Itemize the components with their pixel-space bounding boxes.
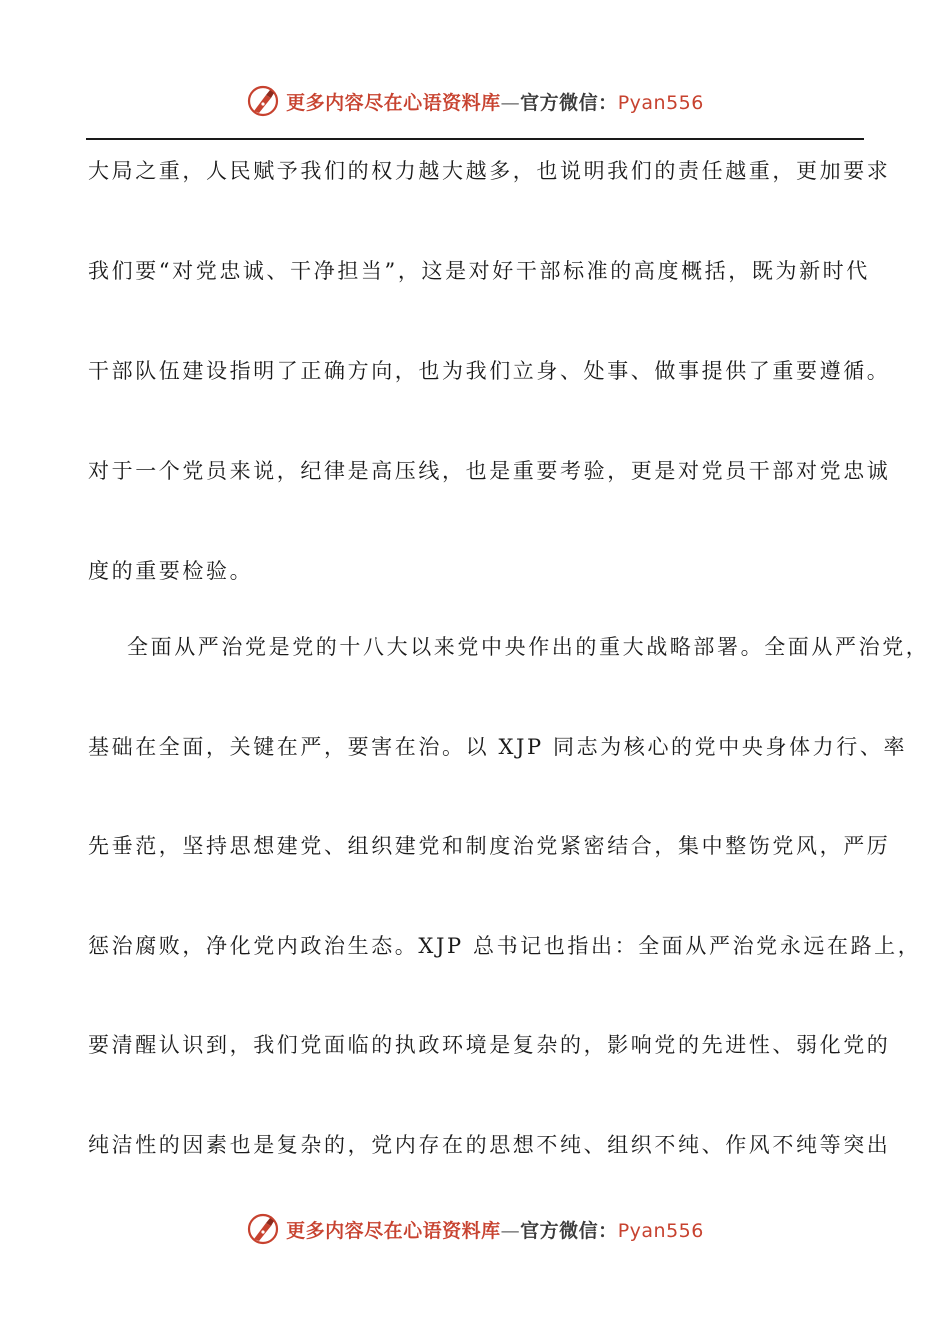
watermark-dash: — [500,91,521,114]
text-line: 纯洁性的因素也是复杂的，党内存在的思想不纯、组织不纯、作风不纯等突出 [88,1133,891,1157]
watermark-wechat-id: Pyan556 [617,91,704,114]
watermark-wechat-id: Pyan556 [617,1219,704,1242]
paragraph-first-line: 全面从严治党是党的十八大以来党中央作出的重大战略部署。全面从严治党， [127,635,930,659]
header-divider [86,138,864,140]
text-line: 干部队伍建设指明了正确方向，也为我们立身、处事、做事提供了重要遵循。 [88,359,891,383]
text-line: 先垂范，坚持思想建党、组织建党和制度治党紧密结合，集中整饬党风，严厉 [88,834,891,858]
text-line: 基础在全面，关键在严，要害在治。以 XJP 同志为核心的党中央身体力行、率 [88,735,908,759]
text-line: 惩治腐败，净化党内政治生态。XJP 总书记也指出：全面从严治党永远在路上， [88,934,922,958]
header-watermark [0,84,950,118]
text-line: 我们要“对党忠诚、干净担当”，这是对好干部标准的高度概括，既为新时代 [88,259,870,283]
watermark-dash: — [500,1219,521,1242]
footer-watermark [0,1212,950,1246]
text-line: 度的重要检验。 [88,559,254,583]
watermark-brand: 更多内容尽在心语资料库 [286,1219,501,1242]
text-line: 要清醒认识到，我们党面临的执政环境是复杂的，影响党的先进性、弱化党的 [88,1033,891,1057]
pen-nib-logo-icon [246,1212,280,1246]
text-line: 对于一个党员来说，纪律是高压线，也是重要考验，更是对党员干部对党忠诚 [88,459,891,483]
text-line: 大局之重，人民赋予我们的权力越大越多，也说明我们的责任越重，更加要求 [88,159,891,183]
watermark-official-label: 官方微信： [520,1219,618,1242]
watermark-official-label: 官方微信： [520,91,618,114]
watermark-brand: 更多内容尽在心语资料库 [286,91,501,114]
pen-nib-logo-icon [246,84,280,118]
